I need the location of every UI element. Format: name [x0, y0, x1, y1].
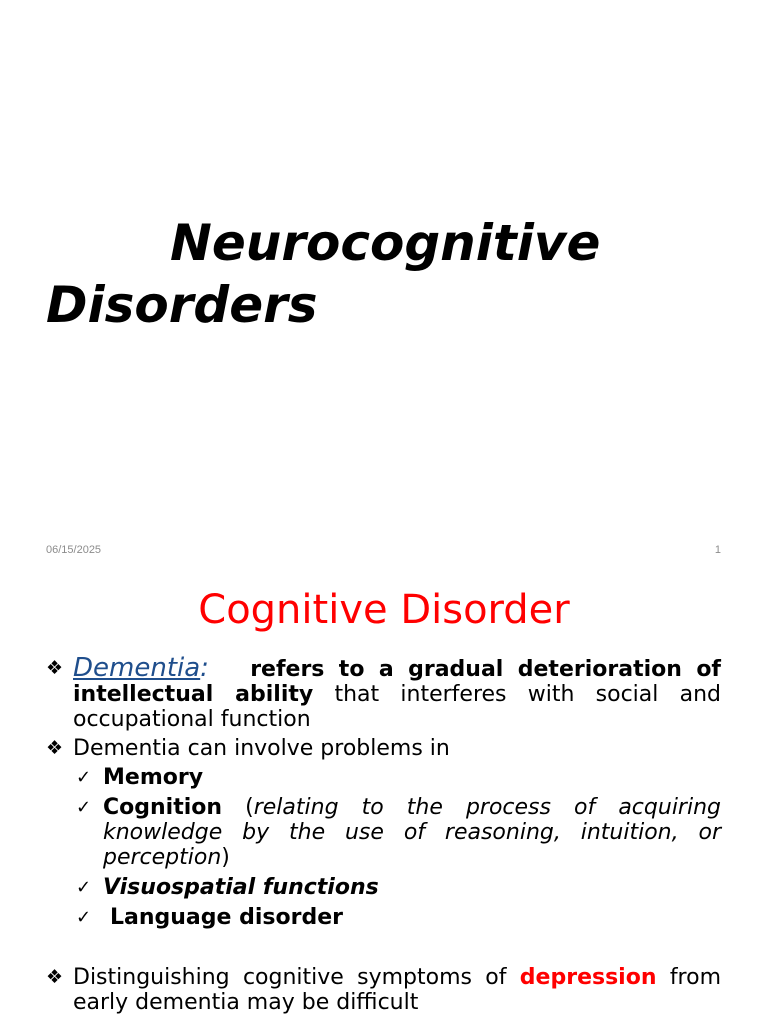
footer-page-number: 1 — [714, 544, 721, 556]
dementia-term: Dementia — [73, 653, 201, 683]
slide-1-title — [46, 212, 686, 336]
checkmark-icon: ✓ — [76, 797, 92, 818]
sub-item-language — [46, 905, 721, 930]
slide-2 — [0, 576, 768, 1024]
sub-item-memory — [46, 765, 721, 790]
checkmark-icon: ✓ — [76, 877, 92, 898]
memory-label: Memory — [103, 765, 204, 790]
cognition-label: Cognition — [103, 795, 223, 820]
cognition-close-paren: ) — [221, 845, 230, 870]
language-label: Language disorder — [110, 905, 343, 930]
diamond-bullet-icon: ❖ — [46, 966, 64, 988]
depression-text-after: from early dementia may be difficult — [73, 965, 722, 1015]
slide-2-title: Cognitive Disorder — [198, 587, 570, 633]
sub-item-cognition — [46, 795, 721, 870]
cognition-description: relating to the process of acquiring knowledge by the use of reasoning, intuition, or perception — [103, 795, 721, 870]
diamond-bullet-icon: ❖ — [46, 737, 64, 759]
dementia-colon: : — [200, 653, 209, 683]
footer-date: 06/15/2025 — [46, 544, 102, 556]
diamond-bullet-icon: ❖ — [46, 657, 64, 679]
bullet-dementia-definition — [46, 653, 722, 732]
depression-highlight: depression — [519, 965, 657, 990]
dementia-problems-text: Dementia can involve problems in — [73, 736, 450, 761]
checkmark-icon: ✓ — [76, 907, 92, 928]
bullet-dementia-problems — [46, 736, 721, 761]
cognition-open-paren: ( — [245, 795, 254, 820]
dementia-definition-rest: that interferes with social and occupational function — [73, 682, 722, 732]
spacer — [46, 935, 721, 965]
title-line-2: Disorders — [46, 276, 318, 334]
depression-text-before: Distinguishing cognitive symptoms of — [73, 965, 507, 990]
sub-item-visuospatial — [46, 875, 721, 900]
visuospatial-label: Visuospatial functions — [103, 875, 379, 900]
bullet-depression — [46, 965, 721, 1015]
dementia-bold-definition: refers to a gradual deterioration of intellectual ability — [73, 657, 722, 707]
slide-2-content — [46, 653, 722, 1019]
title-line-1: Neurocognitive — [170, 214, 601, 272]
checkmark-icon: ✓ — [76, 767, 92, 788]
